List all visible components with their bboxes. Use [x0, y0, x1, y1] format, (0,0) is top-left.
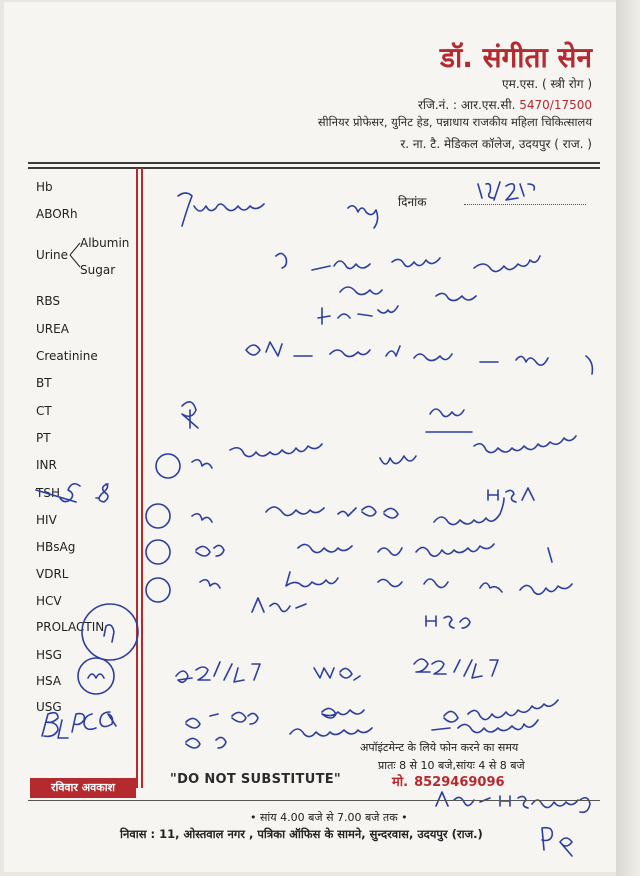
phone-number: 8529469096	[414, 775, 505, 790]
test-label-prolactin: PROLACTIN	[36, 620, 105, 634]
urine-albumin: Albumin	[80, 236, 130, 250]
handwriting-followup-lmp	[314, 668, 360, 680]
handwriting-complaint-1	[276, 253, 540, 271]
handwriting-item-3	[146, 540, 170, 564]
doctor-degree: एम.एस. ( स्त्री रोग )	[502, 77, 592, 91]
designation: सीनियर प्रोफेसर, युनिट हेड, पन्नाधाय राजकीय महिला चिकित्सालय	[317, 115, 592, 129]
handwriting-date	[478, 182, 534, 200]
handwriting-med-2	[192, 498, 504, 525]
date-label: दिनांक	[398, 195, 427, 209]
handwriting-hsa-mark	[88, 674, 104, 678]
appointment-note: अपॉइंटमेन्ट के लिये फोन करने का समय	[360, 741, 519, 754]
handwriting-med-3	[196, 544, 552, 562]
test-label-rbs: RBS	[36, 294, 60, 308]
test-label-hiv: HIV	[36, 513, 57, 527]
handwriting-followup-date-2	[414, 659, 498, 678]
handwriting-circle-hsa	[78, 658, 114, 694]
handwriting-hsa	[488, 488, 534, 502]
handwriting-item-2	[146, 504, 170, 528]
handwriting-complaint-2	[340, 287, 476, 301]
test-label-inr: INR	[36, 458, 57, 472]
test-label-hsa: HSA	[36, 674, 62, 688]
phone-line	[392, 772, 505, 790]
test-label-vdrl: VDRL	[36, 567, 69, 581]
sunday-holiday-badge: रविवार अवकाश	[30, 778, 136, 798]
handwriting-followup-date-1	[176, 662, 260, 682]
handwriting-med-5	[186, 700, 558, 728]
handwriting-circle-prolactin	[82, 604, 138, 660]
college: र. ना. टै. मेडिकल कॉलेज, उदयपुर ( राज. )	[400, 137, 592, 151]
test-label-hbsag: HBsAg	[36, 540, 76, 554]
urine-sugar: Sugar	[80, 263, 116, 277]
handwriting-footer-advice	[436, 792, 590, 812]
test-label-pt: PT	[36, 431, 51, 445]
evening-hours: • सांय 4.00 बजे से 7.00 बजे तक •	[250, 811, 408, 824]
handwriting-med-4	[200, 572, 572, 594]
phone-label: मो.	[392, 775, 409, 790]
handwriting-blpcq	[42, 712, 116, 738]
test-label-creatinine: Creatinine	[36, 349, 98, 363]
handwriting-history	[246, 342, 592, 374]
handwriting-age	[348, 206, 378, 228]
test-label-hcv: HCV	[36, 594, 62, 608]
test-label-ct: CT	[36, 404, 52, 418]
test-label-usg: USG	[36, 700, 62, 714]
urine-label: Urine	[36, 248, 69, 262]
registration-label: रजि.नं. : आर.एस.सी.	[417, 98, 516, 112]
handwriting-patient-name	[178, 193, 264, 226]
test-label-bt: BT	[36, 376, 52, 390]
handwriting-advice	[426, 409, 472, 432]
doctor-name: डॉ. संगीता सेन	[440, 41, 592, 74]
handwriting-rx	[182, 402, 198, 428]
handwriting-med-1	[192, 436, 576, 468]
handwriting-prolactin-mark	[104, 625, 114, 642]
test-label-aborh: ABORh	[36, 207, 78, 221]
handwriting-hsg	[426, 616, 470, 628]
handwriting-item-4	[146, 578, 170, 602]
registration-number: 5470/17500	[519, 98, 592, 112]
test-label-hb: Hb	[36, 180, 53, 194]
handwriting-tsh-value	[36, 484, 108, 502]
footer-divider	[28, 800, 600, 801]
handwriting-complaint-3	[318, 306, 398, 324]
test-label-urea: UREA	[36, 322, 69, 336]
test-label-hsg: HSG	[36, 648, 62, 662]
test-label-tsh: TSH	[36, 486, 60, 500]
residence-address: निवास : 11, ओस्तवाल नगर , पत्रिका ऑफिस के सामने, सुन्दरवास, उदयपुर (राज.)	[120, 827, 483, 841]
handwriting-signature-pq	[542, 828, 572, 856]
handwriting-item-1	[156, 454, 180, 478]
handwriting-advice-2	[252, 598, 306, 612]
do-not-substitute: "DO NOT SUBSTITUTE"	[170, 772, 342, 787]
appointment-timings: प्रातः 8 से 10 बजे,सांयः 4 से 8 बजे	[378, 759, 525, 772]
